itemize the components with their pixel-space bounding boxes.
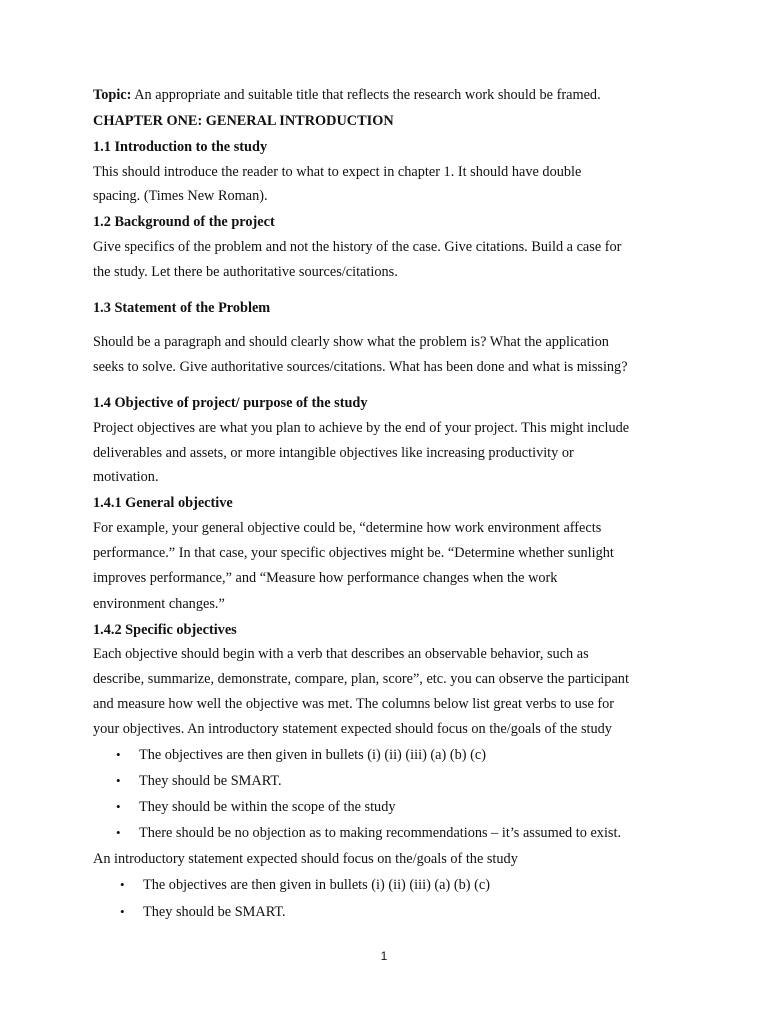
paragraph-line: the study. Let there be authoritative sources/citations.	[93, 264, 398, 280]
bullet-item: There should be no objection as to making recommendations – it’s assumed to exist.	[139, 825, 622, 841]
bullet-item: They should be within the scope of the study	[139, 799, 396, 815]
bullet-dot: •	[120, 904, 125, 919]
paragraph-line: An introductory statement expected should focus on the/goals of the study	[93, 851, 518, 867]
paragraph-line: This should introduce the reader to what to expect in chapter 1. It should have double	[93, 164, 582, 180]
topic-line	[93, 86, 601, 104]
bullet-dot: •	[116, 773, 121, 788]
paragraph-line: seeks to solve. Give authoritative sources/citations. What has been done and what is missing?	[93, 359, 628, 375]
heading-1-4-2: 1.4.2 Specific objectives	[93, 622, 237, 638]
paragraph-line: spacing. (Times New Roman).	[93, 188, 268, 204]
paragraph-line: Give specifics of the problem and not the history of the case. Give citations. Build a case for	[93, 239, 622, 255]
topic-label: Topic:	[93, 87, 132, 103]
bullet-dot: •	[116, 825, 121, 840]
paragraph-line: motivation.	[93, 469, 159, 485]
heading-1-1: 1.1 Introduction to the study	[93, 139, 268, 155]
bullet-item: The objectives are then given in bullets (i) (ii) (iii) (a) (b) (c)	[143, 877, 490, 893]
heading-1-4-1: 1.4.1 General objective	[93, 495, 233, 511]
paragraph-line: environment changes.”	[93, 596, 225, 612]
heading-1-2: 1.2 Background of the project	[93, 214, 275, 230]
topic-text: An appropriate and suitable title that reflects the research work should be framed.	[131, 87, 601, 103]
paragraph-line: performance.” In that case, your specific objectives might be. “Determine whether sunlight	[93, 545, 614, 561]
bullet-dot: •	[116, 747, 121, 762]
bullet-item: They should be SMART.	[139, 773, 282, 789]
paragraph-line: Should be a paragraph and should clearly show what the problem is? What the application	[93, 334, 609, 350]
paragraph-line: improves performance,” and “Measure how performance changes when the work	[93, 570, 558, 586]
paragraph-line: Project objectives are what you plan to achieve by the end of your project. This might include	[93, 420, 630, 436]
bullet-item: The objectives are then given in bullets (i) (ii) (iii) (a) (b) (c)	[139, 747, 486, 763]
paragraph-line: For example, your general objective could be, “determine how work environment affects	[93, 520, 602, 536]
heading-1-4: 1.4 Objective of project/ purpose of the study	[93, 395, 368, 411]
paragraph-line: Each objective should begin with a verb that describes an observable behavior, such as	[93, 646, 589, 662]
chapter-title: CHAPTER ONE: GENERAL INTRODUCTION	[93, 113, 394, 129]
heading-1-3: 1.3 Statement of the Problem	[93, 300, 271, 316]
bullet-dot: •	[120, 877, 125, 892]
bullet-dot: •	[116, 799, 121, 814]
page-number: 1	[380, 949, 388, 963]
paragraph-line: your objectives. An introductory statement expected should focus on the/goals of the study	[93, 721, 612, 737]
paragraph-line: and measure how well the objective was met. The columns below list great verbs to use for	[93, 696, 615, 712]
bullet-item: They should be SMART.	[143, 904, 286, 920]
paragraph-line: deliverables and assets, or more intangible objectives like increasing productivity or	[93, 445, 574, 461]
paragraph-line: describe, summarize, demonstrate, compare, plan, score”, etc. you can observe the participant	[93, 671, 629, 687]
